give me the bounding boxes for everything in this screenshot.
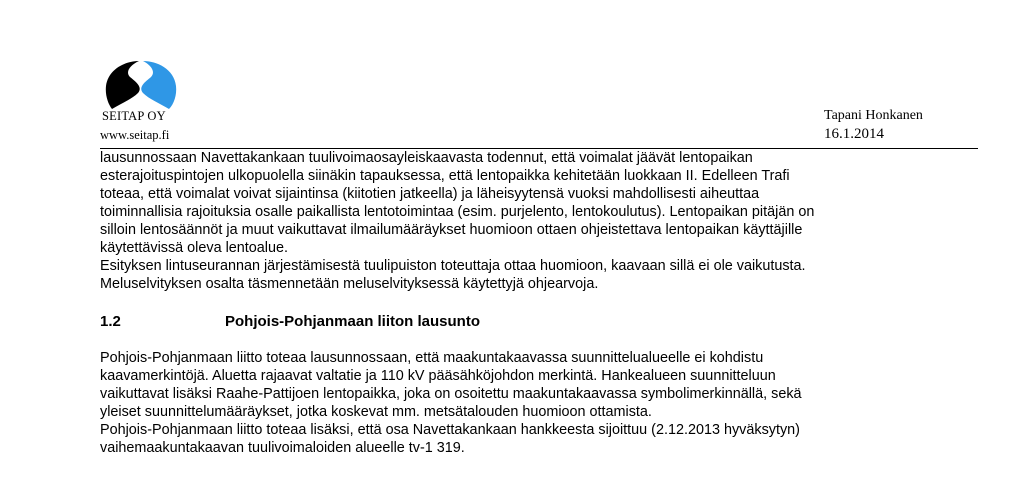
text-line: kaavamerkintöjä. Aluetta rajaavat valtatie ja 110 kV pääsähköjohdon merkintä. Hankealueen suunnitteluun: [100, 368, 776, 384]
text-line: käytettävissä oleva lentoalue.: [100, 240, 288, 256]
paragraph: [100, 349, 976, 421]
company-name: SEITAP OY: [102, 109, 166, 123]
text-line: vaikuttavat lisäksi Raahe-Pattijoen lentopaikka, joka on osoitettu maakuntakaavassa symbolimerkinnällä, sekä: [100, 386, 802, 402]
text-line: vaihemaakuntakaavan tuulivoimaloiden alueelle tv-1 319.: [100, 440, 465, 456]
text-line: toteaa, että voimalat voivat sijaintinsa (kiitotien jatkeella) ja läheisyytensä vuoksi mahdollisesti aiheuttaa: [100, 186, 760, 202]
text-line: esterajoituspintojen ulkopuolella siinäkin tapauksessa, että lentopaikka kehitetään luokkaan II. Edelleen Trafi: [100, 168, 790, 184]
document-date: 16.1.2014: [824, 126, 884, 142]
paragraph: [100, 149, 976, 257]
seitap-logo: [102, 60, 178, 110]
paragraph: Meluselvityksen osalta täsmennetään meluselvityksessä käytettyjä ohjearvoja.: [100, 276, 599, 292]
text-line: Pohjois-Pohjanmaan liitto toteaa lisäksi, että osa Navettakankaan hankkeesta sijoittuu (2.12.2013 hyväksytyn): [100, 422, 800, 438]
text-line: silloin lentosäännöt ja muut vaikuttavat ilmailumääräykset huomioon ottaen ohjeistettava lentopaikan käyttäjille: [100, 222, 803, 238]
section-heading: [100, 313, 976, 331]
section-number: 1.2: [100, 313, 121, 330]
author-name: Tapani Honkanen: [824, 108, 923, 123]
paragraph: [100, 421, 976, 457]
text-line: Pohjois-Pohjanmaan liitto toteaa lausunnossaan, että maakuntakaavassa suunnittelualueelle ei kohdistu: [100, 350, 764, 366]
paragraph: Esityksen lintuseurannan järjestämisestä tuulipuiston toteuttaja ottaa huomioon, kaavaan sillä ei ole vaikutusta.: [100, 258, 806, 274]
section-title: Pohjois-Pohjanmaan liiton lausunto: [225, 313, 481, 330]
document-body: [100, 149, 976, 457]
text-line: lausunnossaan Navettakankaan tuulivoimaosayleiskaavasta todennut, että voimalat jäävät lentopaikan: [100, 150, 753, 166]
page-header: [100, 58, 978, 150]
text-line: yleiset suunnittelumääräykset, jotka koskevat mm. metsätalouden huomioon ottamista.: [100, 404, 652, 420]
text-line: toiminnallisia rajoituksia osalle paikallista lentotoimintaa (esim. purjelento, lentokoulutus). Lentopaikan pitäjän on: [100, 204, 815, 220]
company-website: www.seitap.fi: [100, 128, 170, 142]
